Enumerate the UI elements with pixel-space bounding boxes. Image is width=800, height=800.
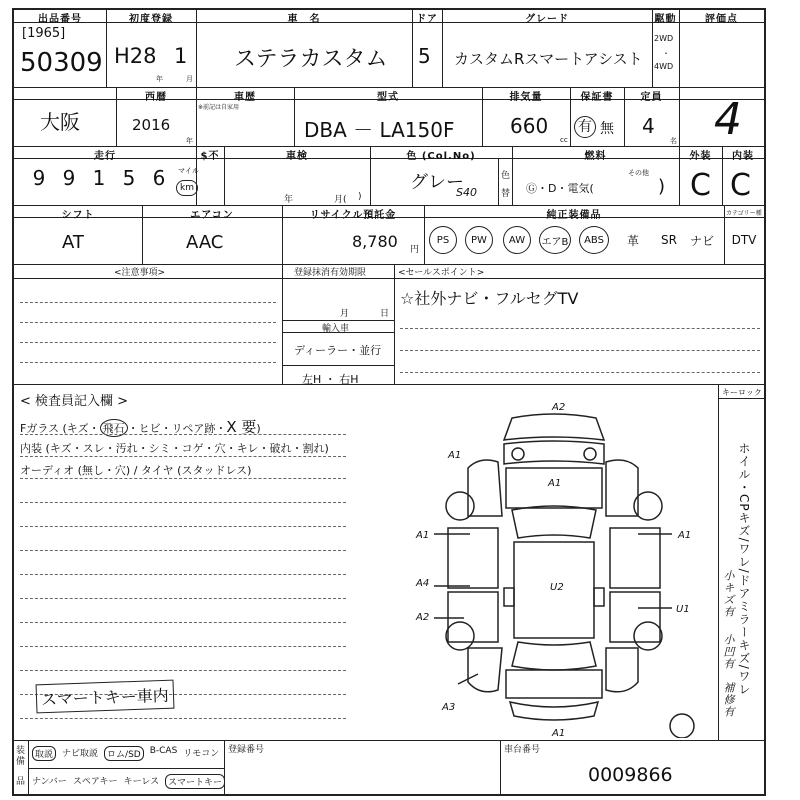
western-year-unit: 年 xyxy=(186,137,193,145)
first-reg-header: 初度登録 xyxy=(129,14,173,25)
s-header: $不 xyxy=(200,151,220,162)
insp-close: ) xyxy=(358,192,362,202)
damage-mark-left-rear-fender: A2 xyxy=(416,612,430,623)
capacity-unit: 名 xyxy=(670,137,677,145)
mileage-digit: 5 xyxy=(122,166,136,190)
displacement-value: 660 xyxy=(510,114,549,138)
fglass-chip-circled: 飛石 xyxy=(100,419,128,437)
car-name-header: 車 名 xyxy=(287,14,321,25)
recycle-value: 8,780 xyxy=(352,232,398,251)
damage-mark-left-rear-corner: A3 xyxy=(442,702,456,713)
equip-navi-manual: ナビ取説 xyxy=(62,749,99,759)
equip-sunroof: SR xyxy=(661,233,677,247)
import-header: 輸入車 xyxy=(322,324,350,334)
category-header: カテゴリー種 xyxy=(726,210,762,217)
fglass-prefix: Fガラス (キズ・ xyxy=(20,422,100,435)
equipment-header: 純正装備品 xyxy=(546,210,602,221)
shift-value: AT xyxy=(62,232,84,253)
damage-mark-right-rear-door: U1 xyxy=(676,604,690,615)
model-value: DBA － LA150F xyxy=(304,118,455,142)
mileage-digit: 1 xyxy=(92,166,106,190)
equip-plate: ナンバー xyxy=(32,777,67,787)
ac-value: AAC xyxy=(186,232,224,253)
history-header: 車歴 xyxy=(234,92,256,103)
right-rear-fender xyxy=(606,648,638,692)
doors-header: ドア xyxy=(416,14,438,25)
equip-airbag: エアB xyxy=(539,226,571,254)
history-sub: ※前記は自家用 xyxy=(198,104,240,111)
reg-expiry-header: 登録抹消有効期限 xyxy=(294,268,367,278)
equip-keyless: キーレス xyxy=(123,777,160,787)
color-change-2: 替 xyxy=(501,189,511,199)
windshield-outline xyxy=(512,506,596,538)
damage-mark-right-front-door: A1 xyxy=(678,530,692,541)
left-front-door xyxy=(448,528,498,588)
drive-2wd: 2WD xyxy=(654,34,674,43)
fuel-header: 燃料 xyxy=(584,151,607,162)
capacity-value: 4 xyxy=(642,114,655,138)
mileage-digits xyxy=(28,166,174,196)
cc-unit: cc xyxy=(560,136,568,144)
displacement-header: 排気量 xyxy=(509,92,543,103)
right-column-text: ホイル・CPキズ/ワレ/ドアミラーキズ/ワレ xyxy=(737,442,751,696)
auction-sheet xyxy=(12,8,766,796)
equip-label: 装備 xyxy=(16,746,26,767)
drive-4wd: 4WD xyxy=(654,62,674,71)
left-rear-fender xyxy=(468,648,502,692)
fuel-options: Ⓖ・D・電気( xyxy=(526,182,594,195)
damage-mark-rear-bumper: A1 xyxy=(552,728,566,738)
grade-value: カスタムRスマートアシスト xyxy=(454,50,643,68)
year-unit: 年 xyxy=(156,75,163,83)
mileage-digit: 6 xyxy=(152,166,166,190)
tailgate-outline xyxy=(506,670,602,698)
warranty-yes: 有 xyxy=(574,116,596,138)
right-rear-door xyxy=(610,592,660,642)
recycle-header: リサイクル預託金 xyxy=(309,210,397,221)
right-note-small-dent: 小凹有 xyxy=(722,634,735,670)
right-front-fender xyxy=(606,460,638,516)
shift-header: シフト xyxy=(61,210,95,221)
doors-value: 5 xyxy=(418,44,431,68)
spare-wheel-marker xyxy=(670,714,694,738)
color-header: 色 (Col.No) xyxy=(406,151,476,162)
yen-unit: 円 xyxy=(410,245,420,255)
frame-no-value: 0009866 xyxy=(588,764,673,786)
handwritten-note: スマートキー車内 xyxy=(36,680,175,714)
drive-header: 駆動 xyxy=(654,14,677,25)
equipment-row xyxy=(424,218,764,264)
left-rear-door xyxy=(448,592,498,642)
equip-ps: PS xyxy=(429,226,457,254)
right-front-door xyxy=(610,528,660,588)
era-year: H28 xyxy=(114,44,157,68)
equip-remote: リモコン xyxy=(183,749,220,759)
equip-dtv: DTV xyxy=(731,233,757,247)
lot-prefix: [1965] xyxy=(22,26,66,41)
handle-side: 左H ・ 右H xyxy=(302,373,359,386)
rear-window-outline xyxy=(512,642,596,670)
damage-mark-left-front-fender: A1 xyxy=(448,450,462,461)
headlight-right xyxy=(584,448,596,460)
reg-no-header: 登録番号 xyxy=(228,745,265,755)
equip-items-row2 xyxy=(32,774,225,789)
insp-month-unit: 月( xyxy=(334,195,347,205)
damage-mark-roof: U2 xyxy=(550,582,564,593)
fglass-mid: ・ヒビ・リペア跡・ xyxy=(127,422,227,435)
right-mirror xyxy=(594,588,604,606)
equip-rom-sd: ロム/SD xyxy=(104,746,144,761)
lot-no-header: 出品番号 xyxy=(38,14,82,25)
keylock-header: キーロック xyxy=(722,388,762,397)
left-mirror xyxy=(504,588,514,606)
fglass-mark: X 要 xyxy=(226,418,257,436)
equip-leather: 革 xyxy=(626,233,639,248)
equip-pw: PW xyxy=(465,226,493,254)
grade-header: グレード xyxy=(525,14,569,25)
dealer-parallel: ディーラー・並行 xyxy=(294,344,382,357)
right-note-repaired: 補修有 xyxy=(722,682,735,718)
mile-label: マイル xyxy=(178,167,199,175)
damage-mark-left-front-door: A1 xyxy=(416,530,430,541)
damage-mark-hood: A1 xyxy=(548,478,562,489)
reg-month-unit: 月 xyxy=(340,309,350,319)
color-change-1: 色 xyxy=(501,171,511,181)
reg-month: 1 xyxy=(174,44,188,68)
western-year-header: 西暦 xyxy=(145,92,167,103)
interior-line: 内装 (キズ・スレ・汚れ・シミ・コゲ・穴・キレ・破れ・割れ) xyxy=(20,442,329,455)
audio-tire-line: オーディオ (無し・穴) / タイヤ (スタッドレス) xyxy=(20,464,252,477)
score-header: 評価点 xyxy=(705,14,738,25)
right-rear-wheel xyxy=(634,622,662,650)
front-bumper-outline xyxy=(504,414,604,440)
warranty-header: 保証書 xyxy=(580,92,614,103)
sales-header: <セールスポイント> xyxy=(398,268,485,278)
sales-point: ☆社外ナビ・フルセグTV xyxy=(400,289,579,308)
car-condition-diagram xyxy=(394,398,714,738)
equip-bcas: B-CAS xyxy=(149,746,178,756)
equip-navi: ナビ xyxy=(689,233,714,248)
inspector-title: < 検査員記入欄 > xyxy=(20,394,129,409)
equip-smart-key: スマートキー xyxy=(165,774,225,789)
rear-bumper-outline xyxy=(510,702,598,720)
western-year-value: 2016 xyxy=(132,116,171,134)
inspection-header: 車検 xyxy=(286,151,308,162)
car-name: ステラカスタム xyxy=(234,47,388,72)
caution-header: <注意事項> xyxy=(114,268,166,278)
ac-header: エアコン xyxy=(190,210,234,221)
color-value: グレー xyxy=(410,172,464,193)
region-value: 大阪 xyxy=(40,110,80,134)
score-value: 4 xyxy=(714,94,742,145)
warranty-no: 無 xyxy=(600,121,614,137)
exterior-value: C xyxy=(690,168,711,203)
drive-dot: ・ xyxy=(662,49,670,58)
mileage-digit: 9 xyxy=(62,166,76,190)
frame-no-header: 車台番号 xyxy=(504,745,541,755)
fuel-close: ) xyxy=(658,176,666,197)
fglass-close: ) xyxy=(256,422,261,435)
insp-year-unit: 年 xyxy=(284,195,294,205)
equip-manual: 取説 xyxy=(32,746,56,761)
left-front-wheel xyxy=(446,492,474,520)
model-header: 型式 xyxy=(377,92,399,103)
left-front-fender xyxy=(468,460,502,516)
mileage-digit: 9 xyxy=(32,166,46,190)
km-label: km xyxy=(176,180,198,196)
item-label: 品 xyxy=(16,777,26,787)
left-rear-wheel xyxy=(446,622,474,650)
lot-number: 50309 xyxy=(20,48,103,78)
interior-value: C xyxy=(730,168,751,203)
equip-items-row1 xyxy=(32,746,219,761)
reg-day-unit: 日 xyxy=(380,309,390,319)
exterior-header: 外装 xyxy=(689,151,712,162)
damage-mark-left-rear-door: A4 xyxy=(416,578,430,589)
headlight-left xyxy=(512,448,524,460)
capacity-header: 定員 xyxy=(640,92,663,103)
color-code: S40 xyxy=(456,186,477,199)
interior-header: 内装 xyxy=(732,151,754,162)
damage-mark-front-bumper: A2 xyxy=(552,402,566,413)
equip-spare-key: スペアキー xyxy=(72,777,118,787)
equip-aw: AW xyxy=(503,226,531,254)
right-note-small-scratch: 小キズ有 xyxy=(722,570,735,618)
fuel-other-label: その他 xyxy=(628,169,649,177)
month-unit: 月 xyxy=(186,75,193,83)
equip-abs: ABS xyxy=(579,226,609,254)
mileage-header: 走行 xyxy=(94,151,116,162)
